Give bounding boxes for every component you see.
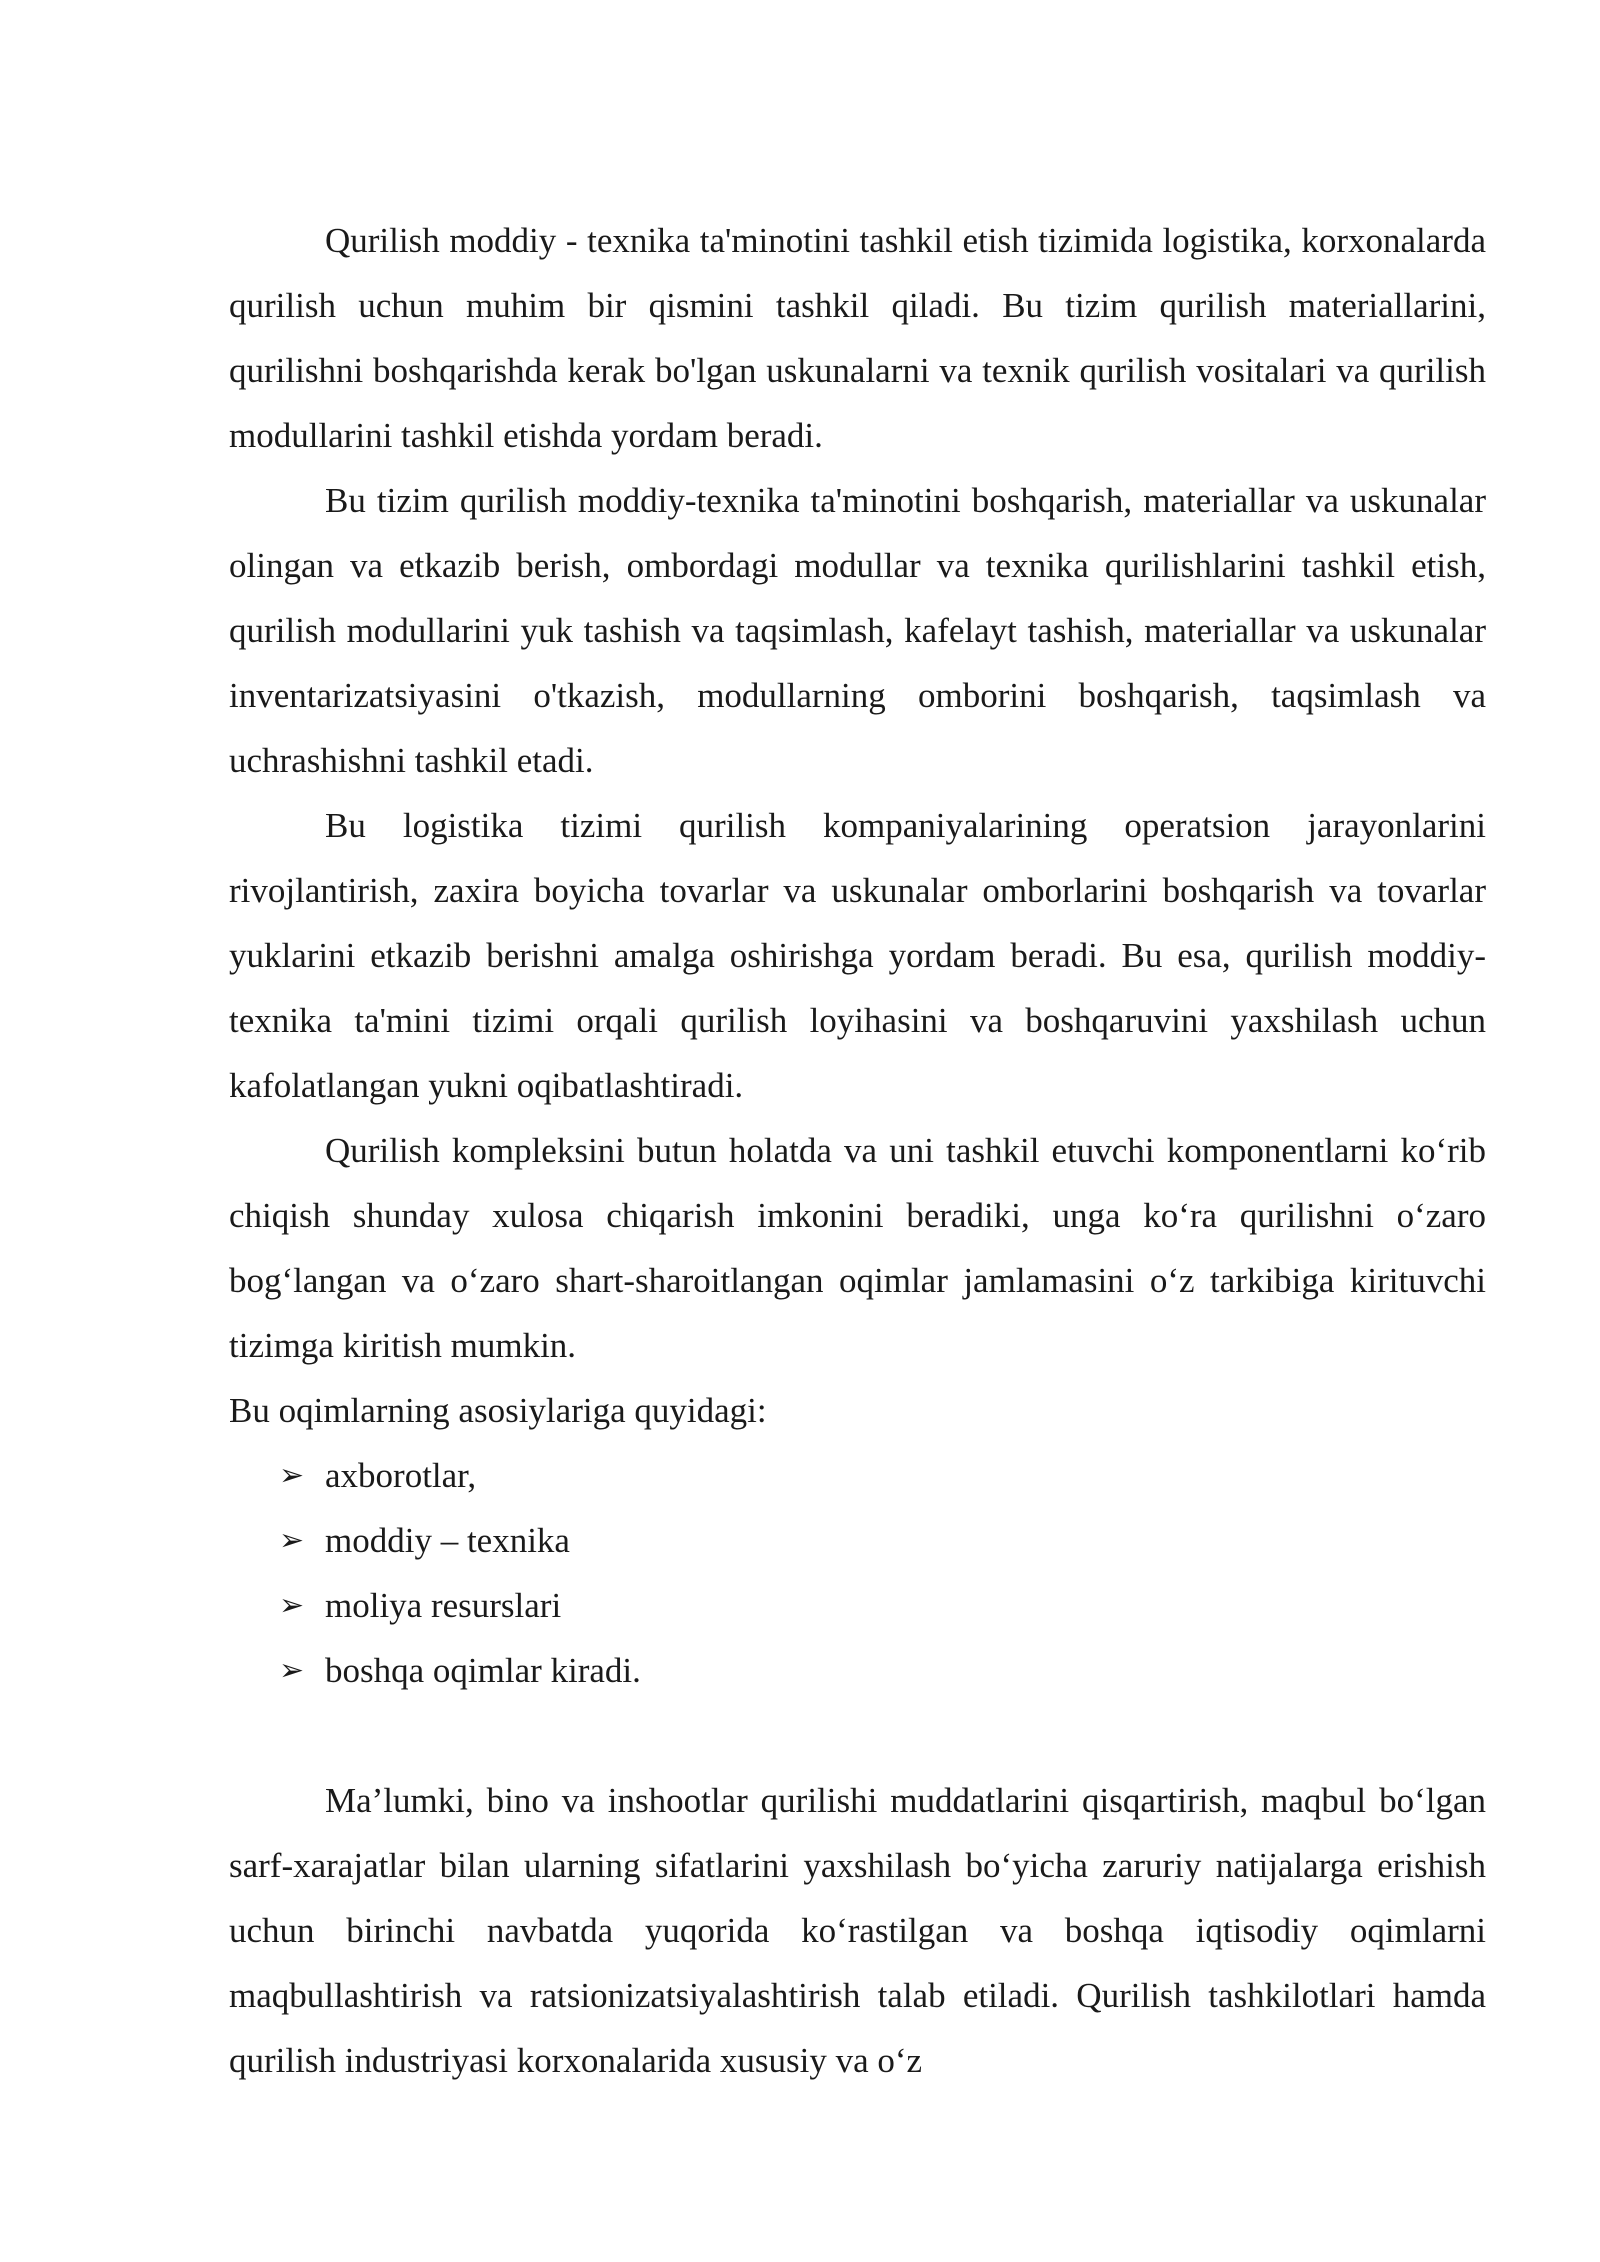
list-item: [229, 1638, 1486, 1703]
list-item: [229, 1508, 1486, 1573]
document-body: [229, 208, 1486, 2093]
list-item: [229, 1573, 1486, 1638]
list-intro: Bu oqimlarning asosiylariga quyidagi:: [229, 1391, 767, 1430]
list-item-text: moddiy – texnika: [325, 1521, 570, 1560]
arrowhead-bullet-icon: ➢: [279, 1523, 305, 1558]
paragraph-4: Qurilish kompleksini butun holatda va uni tashkil etuvchi komponentlarni ko‘rib chiqish shunday xulosa chiqarish imkonini beradiki, unga ko‘ra qurilishni o‘zaro bog‘langan va o‘zaro shart-sharoitlangan oqimlar jamlamasini o‘z tarkibiga kirituvchi tizimga kiritish mumkin.: [229, 1131, 1486, 1365]
paragraph-1: Qurilish moddiy - texnika ta'minotini tashkil etish tizimida logistika, korxonalarda qurilish uchun muhim bir qismini tashkil qiladi. Bu tizim qurilish materiallarini, qurilishni boshqarishda kerak bo'lgan uskunalarni va texnik qurilish vositalari va qurilish modullarini tashkil etishda yordam beradi.: [229, 221, 1486, 455]
blank-line: [229, 1703, 1486, 1768]
closing-paragraph: Ma’lumki, bino va inshootlar qurilishi muddatlarini qisqartirish, maqbul bo‘lgan sarf-xarajatlar bilan ularning sifatlarini yaxshilash bo‘yicha zaruriy natijalarga erishish uchun birinchi navbatda yuqorida ko‘rastilgan va boshqa iqtisodiy oqimlarni maqbullashtirish va ratsionizatsiyalashtirish talab etiladi. Qurilish tashkilotlari hamda qurilish industriyasi korxonalarida xususiy va o‘z: [229, 1781, 1486, 2080]
paragraph-3: Bu logistika tizimi qurilish kompaniyalarining operatsion jarayonlarini rivojlantirish, zaxira boyicha tovarlar va uskunalar omborlarini boshqarish va tovarlar yuklarini etkazib berishni amalga oshirishga yordam beradi. Bu esa, qurilish moddiy-texnika ta'mini tizimi orqali qurilish loyihasini va boshqaruvini yaxshilash uchun kafolatlangan yukni oqibatlashtiradi.: [229, 806, 1486, 1105]
arrowhead-bullet-icon: ➢: [279, 1653, 305, 1688]
list-item: [229, 1443, 1486, 1508]
arrowhead-bullet-icon: ➢: [279, 1588, 305, 1623]
arrowhead-bullet-icon: ➢: [279, 1458, 305, 1493]
list-item-text: axborotlar,: [325, 1456, 477, 1495]
paragraph-2: Bu tizim qurilish moddiy-texnika ta'minotini boshqarish, materiallar va uskunalar olingan va etkazib berish, ombordagi modullar va texnika qurilishlarini tashkil etish, qurilish modullarini yuk tashish va taqsimlash, kafelayt tashish, materiallar va uskunalar inventarizatsiyasini o'tkazish, modullarning omborini boshqarish, taqsimlash va uchrashishni tashkil etadi.: [229, 481, 1486, 780]
bullet-list: [229, 1443, 1486, 1703]
list-item-text: moliya resurslari: [325, 1586, 562, 1625]
list-item-text: boshqa oqimlar kiradi.: [325, 1651, 641, 1690]
